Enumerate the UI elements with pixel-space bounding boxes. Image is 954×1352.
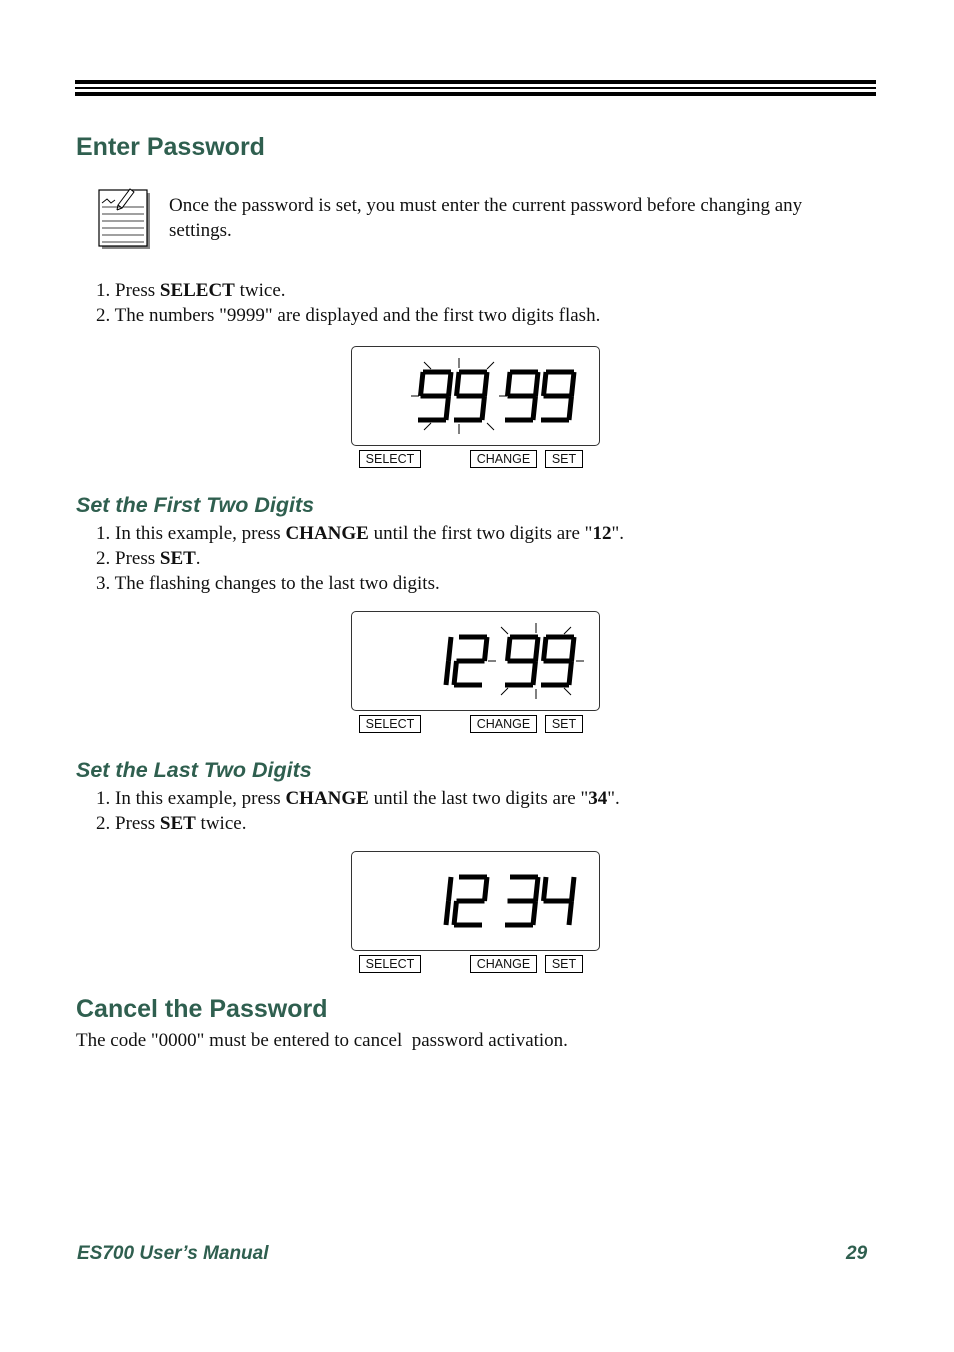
lcd-segment bbox=[508, 637, 511, 661]
lcd-segment bbox=[536, 877, 539, 901]
select-button[interactable]: SELECT bbox=[359, 450, 421, 468]
list-item: 2. Press SET. bbox=[96, 548, 201, 569]
list-item: 1. In this example, press CHANGE until the first two digits are "12". bbox=[96, 523, 624, 544]
footer-page-number: 29 bbox=[846, 1243, 868, 1264]
lcd-segment bbox=[572, 637, 575, 661]
heading-set-last-two-digits: Set the Last Two Digits bbox=[76, 758, 312, 782]
lcd-segment bbox=[533, 901, 536, 925]
change-button[interactable]: CHANGE bbox=[470, 955, 537, 973]
note-text: Once the password is set, you must enter the current password before changing any settings. bbox=[169, 195, 803, 241]
lcd-segment bbox=[569, 661, 572, 685]
note-icon bbox=[98, 187, 152, 256]
lcd-segment bbox=[572, 372, 575, 396]
flash-ray bbox=[564, 688, 571, 695]
lcd-segment bbox=[508, 372, 511, 396]
heading-set-first-two-digits: Set the First Two Digits bbox=[76, 493, 315, 517]
lcd-segment bbox=[485, 877, 488, 901]
flash-ray bbox=[501, 688, 508, 695]
lcd-segment bbox=[454, 901, 457, 925]
lcd-segment bbox=[569, 901, 572, 925]
footer-manual-title: ES700 User’s Manual bbox=[77, 1243, 269, 1264]
list-item: 1. In this example, press CHANGE until the last two digits are "34". bbox=[96, 788, 620, 809]
flash-ray bbox=[424, 423, 431, 430]
steps-first-two-digits bbox=[96, 521, 624, 596]
lcd-segment bbox=[533, 661, 536, 685]
flash-ray bbox=[487, 423, 494, 430]
lcd-segment bbox=[449, 877, 452, 901]
list-item: 1. Press SELECT twice. bbox=[96, 280, 286, 301]
list-item: 3. The flashing changes to the last two digits. bbox=[96, 573, 440, 594]
lcd-segment bbox=[485, 637, 488, 661]
lcd-display-9999 bbox=[351, 346, 600, 446]
lcd-segment bbox=[482, 396, 485, 420]
header-rule-thick bbox=[75, 80, 876, 84]
set-button[interactable]: SET bbox=[545, 715, 583, 733]
lcd-segment bbox=[536, 372, 539, 396]
set-button[interactable]: SET bbox=[545, 955, 583, 973]
lcd-segment bbox=[572, 877, 575, 901]
heading-enter-password: Enter Password bbox=[76, 133, 265, 161]
header-rule-thin bbox=[75, 87, 876, 89]
list-item: 2. The numbers "9999" are displayed and the first two digits flash. bbox=[96, 305, 601, 326]
lcd-segment bbox=[421, 372, 424, 396]
lcd-segment bbox=[446, 901, 449, 925]
flash-ray bbox=[564, 627, 571, 634]
lcd-segment bbox=[533, 396, 536, 420]
lcd-display-1299 bbox=[351, 611, 600, 711]
list-item: 2. Press SET twice. bbox=[96, 813, 247, 834]
change-button[interactable]: CHANGE bbox=[470, 715, 537, 733]
flash-ray bbox=[501, 627, 508, 634]
lcd-segment bbox=[446, 661, 449, 685]
lcd-segment bbox=[449, 637, 452, 661]
change-button[interactable]: CHANGE bbox=[470, 450, 537, 468]
lcd-segment bbox=[536, 637, 539, 661]
set-button[interactable]: SET bbox=[545, 450, 583, 468]
lcd-segment bbox=[544, 372, 547, 396]
lcd-segment bbox=[454, 661, 457, 685]
select-button[interactable]: SELECT bbox=[359, 955, 421, 973]
heading-cancel-password: Cancel the Password bbox=[76, 995, 328, 1023]
cancel-text: The code "0000" must be entered to cancel password activation. bbox=[76, 1030, 568, 1051]
lcd-segment bbox=[449, 372, 452, 396]
steps-enter-password bbox=[96, 278, 600, 328]
lcd-segment bbox=[446, 396, 449, 420]
lcd-display-1234 bbox=[351, 851, 600, 951]
header-rule-thick-2 bbox=[75, 92, 876, 96]
lcd-segment bbox=[544, 637, 547, 661]
flash-ray bbox=[487, 362, 494, 369]
lcd-segment bbox=[569, 396, 572, 420]
steps-last-two-digits bbox=[96, 786, 620, 836]
select-button[interactable]: SELECT bbox=[359, 715, 421, 733]
lcd-segment bbox=[544, 877, 547, 901]
flash-ray bbox=[424, 362, 431, 369]
lcd-segment bbox=[457, 372, 460, 396]
lcd-segment bbox=[485, 372, 488, 396]
